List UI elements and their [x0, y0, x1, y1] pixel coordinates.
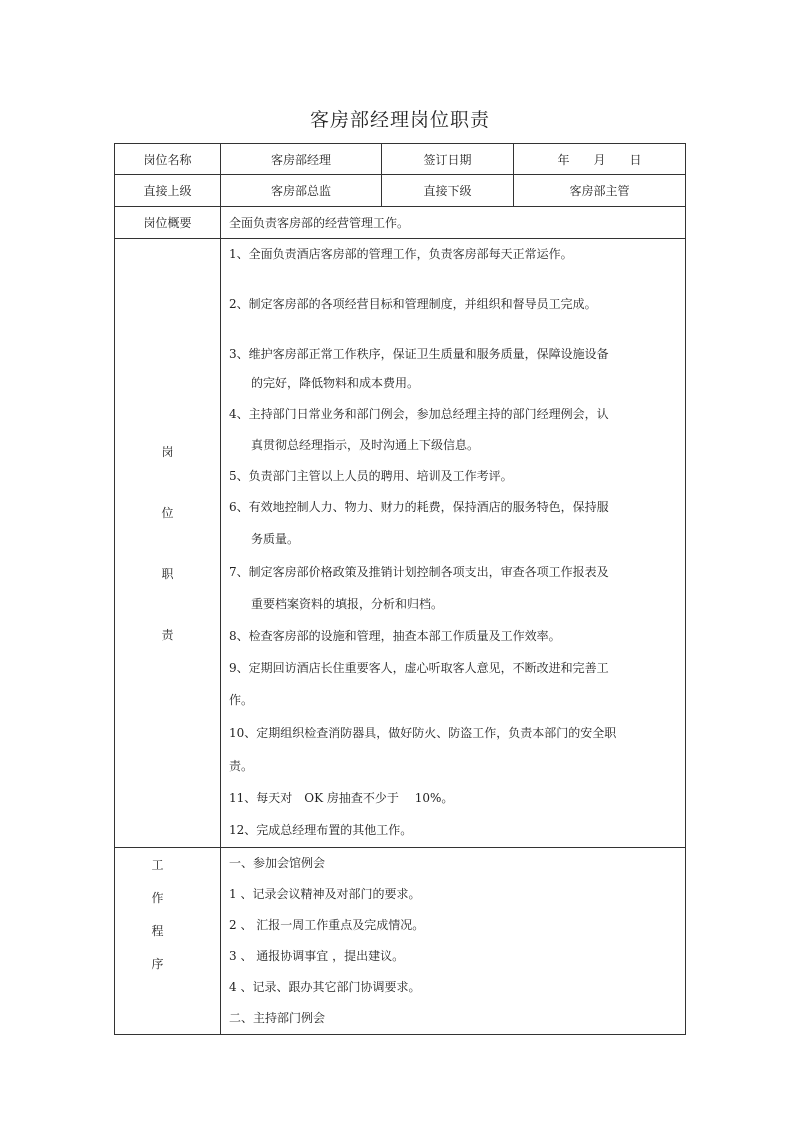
- duty-line: 3、维护客房部正常工作秩序，保证卫生质量和服务质量，保障设施设备: [229, 347, 609, 361]
- duty-item: [229, 555, 679, 619]
- procedure-label-char: 工: [151, 858, 164, 872]
- duty-line: 2、制定客房部的各项经营目标和管理制度，并组织和督导员工完成。: [229, 297, 597, 311]
- job-description-table: [114, 143, 686, 1035]
- duty-line: 务质量。: [251, 532, 300, 546]
- duty-line: 9、定期回访酒店长住重要客人，虚心听取客人意见，不断改进和完善工: [229, 661, 609, 675]
- row-summary: [115, 207, 686, 239]
- duty-item: [229, 491, 679, 555]
- duties-label-char: 职: [161, 567, 174, 581]
- duties-label: [115, 239, 221, 848]
- duties-list: [221, 239, 686, 848]
- duty-line: 6、有效地控制人力、物力、财力的耗费，保持酒店的服务特色，保持服: [229, 500, 609, 514]
- duty-line: 5、负责部门主管以上人员的聘用、培训及工作考评。: [229, 469, 513, 483]
- superior-label: 直接上级: [115, 175, 221, 207]
- sign-date-value: 年 月 日: [514, 144, 686, 175]
- subordinate-label: 直接下级: [382, 175, 514, 207]
- row-superior: [115, 175, 686, 207]
- duty-line: 作。: [229, 693, 254, 707]
- procedure-line: 一、参加会馆例会: [229, 856, 326, 870]
- summary-label: 岗位概要: [115, 207, 221, 239]
- duties-label-char: 责: [161, 628, 174, 642]
- duty-item: [229, 619, 679, 653]
- duty-line: 10、定期组织检查消防器具，做好防火、防盗工作，负责本部门的安全职: [229, 726, 617, 740]
- procedure-label-char: 作: [151, 891, 164, 905]
- duty-item: [229, 461, 679, 491]
- row-procedure: [115, 848, 686, 1035]
- duty-line: 1、全面负责酒店客房部的管理工作，负责客房部每天正常运作。: [229, 247, 573, 261]
- duty-line: 4、主持部门日常业务和部门例会，参加总经理主持的部门经理例会，认: [229, 407, 609, 421]
- duty-line: 8、检查客房部的设施和管理，抽查本部工作质量及工作效率。: [229, 629, 561, 643]
- subordinate-value: 客房部主管: [514, 175, 686, 207]
- duty-item: [229, 813, 679, 847]
- duty-item: [229, 399, 679, 461]
- procedure-line: 二、主持部门例会: [229, 1011, 326, 1025]
- duty-line: 责。: [229, 759, 254, 773]
- duties-label-char: 位: [161, 506, 174, 520]
- row-position: [115, 144, 686, 175]
- duties-label-char: 岗: [161, 445, 174, 459]
- position-value: 客房部经理: [221, 144, 382, 175]
- duty-item: [229, 341, 679, 399]
- procedure-line: 2 、 汇报一周工作重点及完成情况。: [229, 918, 425, 932]
- duty-line: 重要档案资料的填报，分析和归档。: [251, 597, 444, 611]
- duty-item: [229, 783, 679, 813]
- duty-item: [229, 717, 679, 783]
- duty-item: [229, 291, 679, 317]
- duty-line: 11、每天对 OK 房抽查不少于 10%。: [229, 791, 454, 805]
- position-label: 岗位名称: [115, 144, 221, 175]
- duty-line: 12、完成总经理布置的其他工作。: [229, 823, 413, 837]
- procedure-list: [221, 848, 686, 1035]
- duty-item: [229, 241, 679, 267]
- procedure-label-char: 程: [151, 924, 164, 938]
- page-title: 客房部经理岗位职责: [309, 109, 490, 131]
- duty-line: 真贯彻总经理指示，及时沟通上下级信息。: [251, 438, 480, 452]
- procedure-label-char: 序: [151, 957, 164, 971]
- procedure-line: 3 、 通报协调事宜 ，提出建议。: [229, 949, 405, 963]
- duty-line: 7、制定客房部价格政策及推销计划控制各项支出，审查各项工作报表及: [229, 565, 609, 579]
- procedure-line: 4 、记录、跟办其它部门协调要求。: [229, 980, 421, 994]
- superior-value: 客房部总监: [221, 175, 382, 207]
- procedure-line: 1 、记录会议精神及对部门的要求。: [229, 887, 421, 901]
- sign-date-label: 签订日期: [382, 144, 514, 175]
- duty-item: [229, 653, 679, 717]
- summary-value: 全面负责客房部的经营管理工作。: [221, 207, 686, 239]
- row-duties: [115, 239, 686, 848]
- procedure-label: [115, 848, 221, 1035]
- duty-line: 的完好，降低物料和成本费用。: [251, 376, 420, 390]
